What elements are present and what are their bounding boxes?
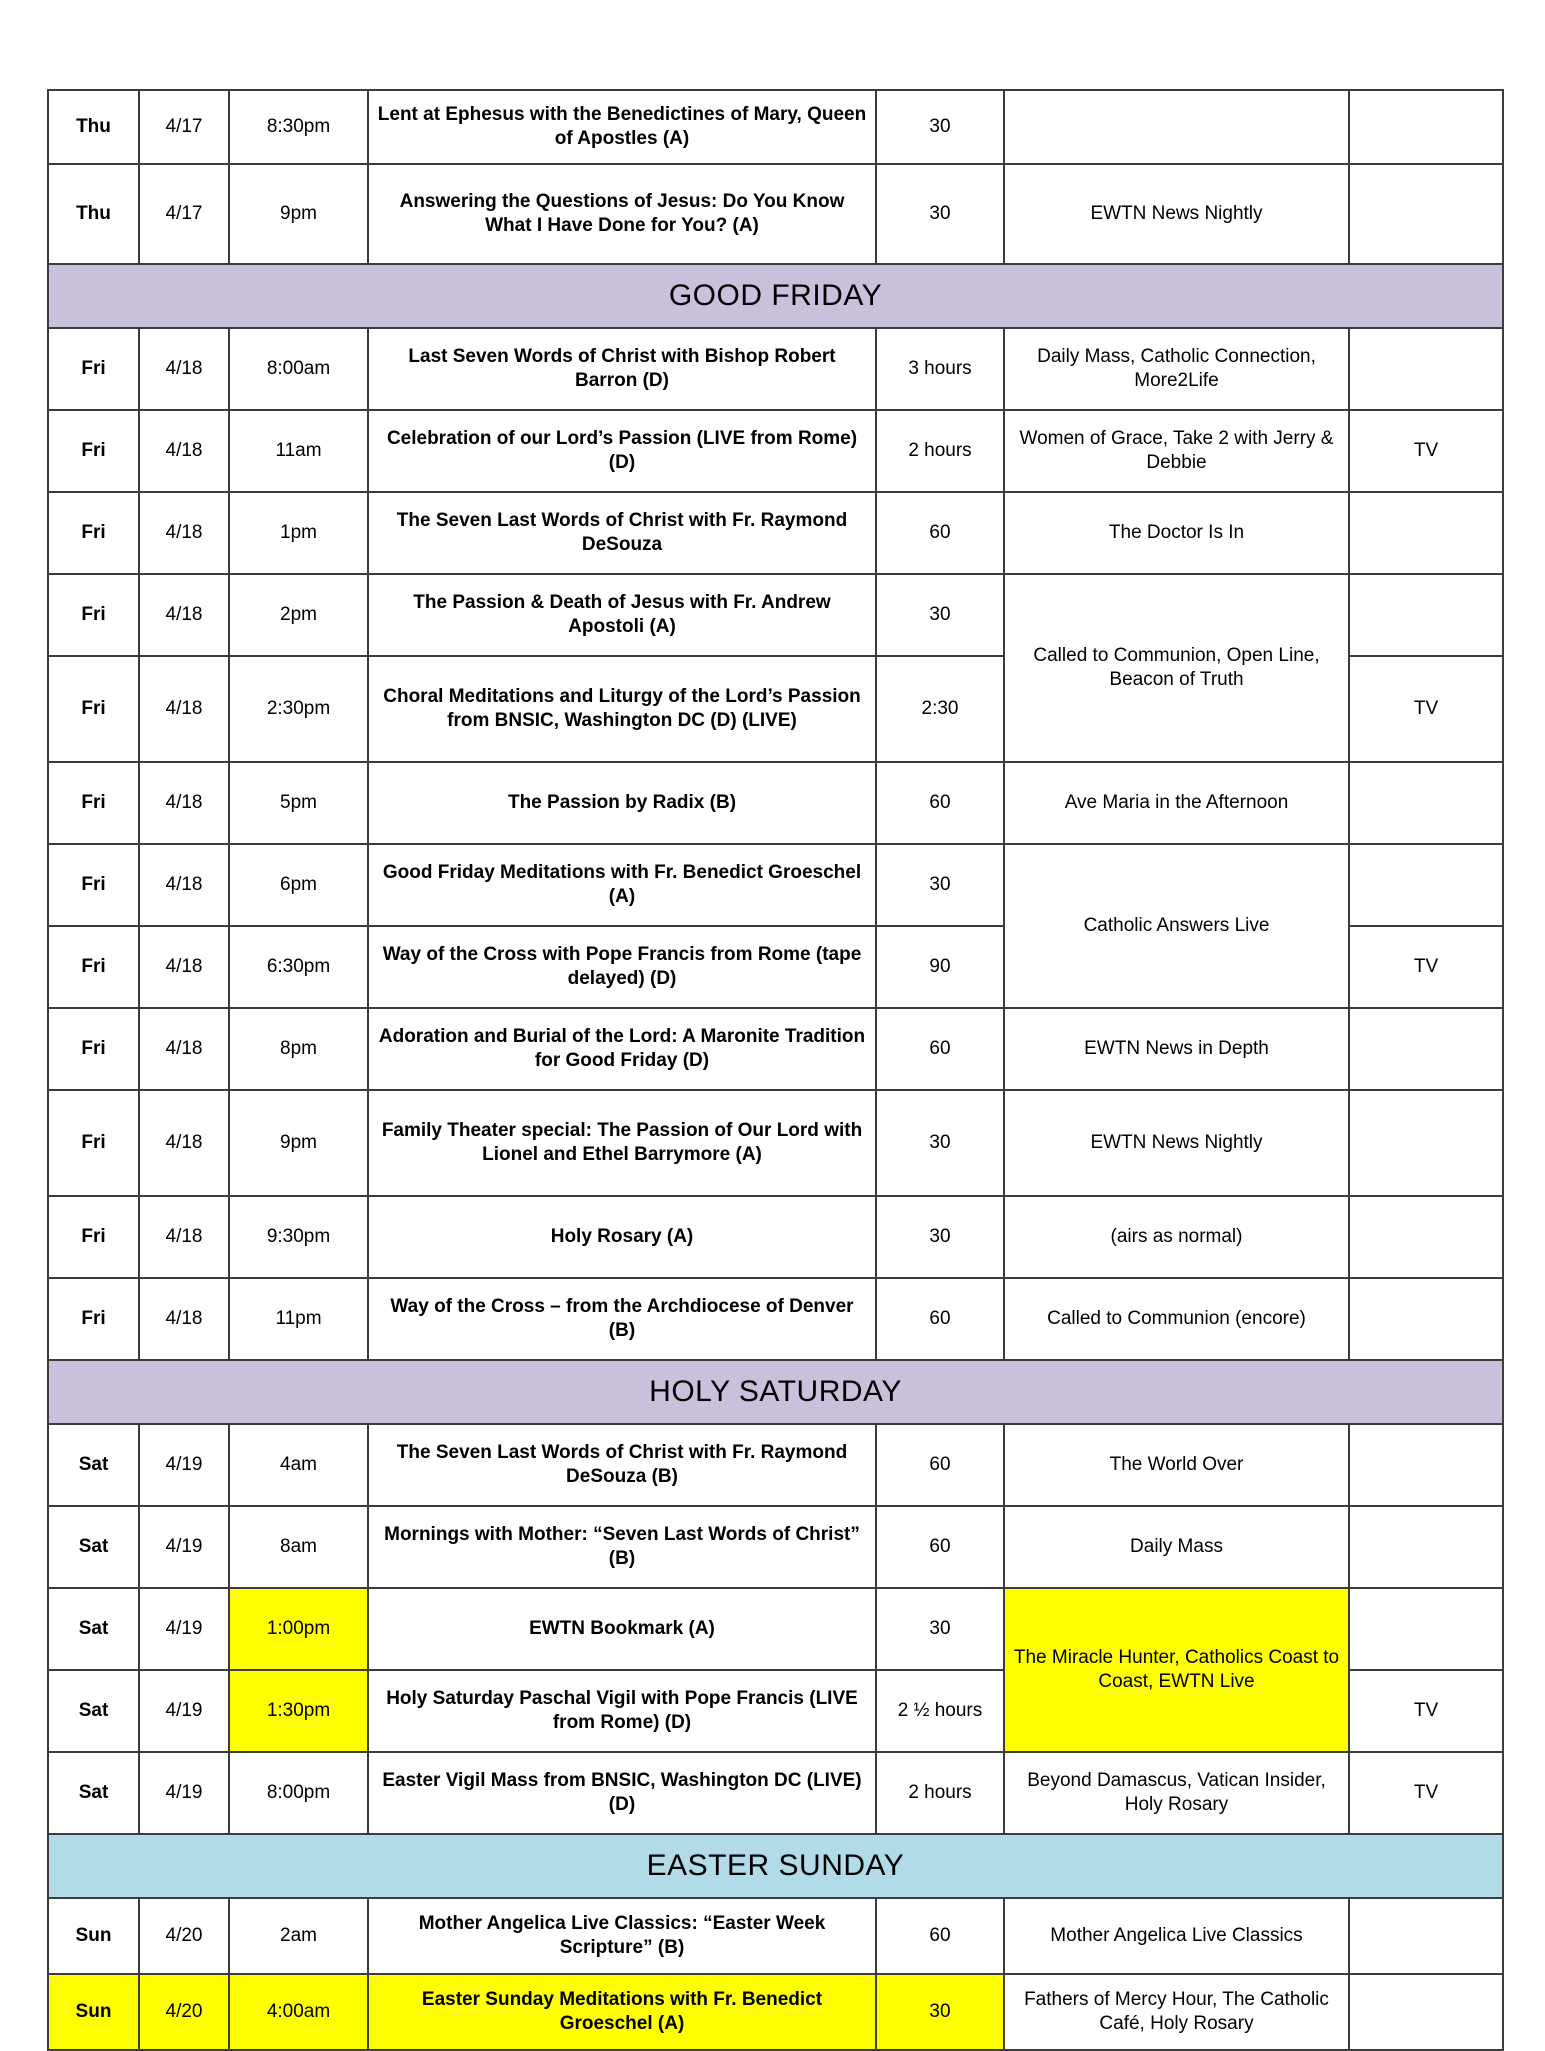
time-cell: 9pm xyxy=(229,164,368,264)
schedule-table xyxy=(47,89,1504,2051)
duration-cell: 90 xyxy=(876,926,1004,1008)
program-title-cell: Way of the Cross with Pope Francis from Rome (tape delayed) (D) xyxy=(368,926,876,1008)
time-cell: 2am xyxy=(229,1898,368,1974)
program-title-cell: Easter Vigil Mass from BNSIC, Washington DC (LIVE) (D) xyxy=(368,1752,876,1834)
day-cell: Fri xyxy=(48,328,139,410)
date-cell: 4/20 xyxy=(139,1898,229,1974)
replaces-cell: Beyond Damascus, Vatican Insider, Holy Rosary xyxy=(1004,1752,1349,1834)
table-row xyxy=(48,492,1503,574)
time-cell: 5pm xyxy=(229,762,368,844)
day-cell: Fri xyxy=(48,1278,139,1360)
tv-cell xyxy=(1349,1974,1503,2050)
time-cell: 6pm xyxy=(229,844,368,926)
program-title-cell: Mornings with Mother: “Seven Last Words of Christ” (B) xyxy=(368,1506,876,1588)
date-cell: 4/19 xyxy=(139,1752,229,1834)
tv-cell xyxy=(1349,762,1503,844)
date-cell: 4/17 xyxy=(139,90,229,164)
time-cell: 11am xyxy=(229,410,368,492)
day-cell: Sat xyxy=(48,1752,139,1834)
replaces-cell: Fathers of Mercy Hour, The Catholic Café, Holy Rosary xyxy=(1004,1974,1349,2050)
program-title-cell: Choral Meditations and Liturgy of the Lord’s Passion from BNSIC, Washington DC (D) (LIVE) xyxy=(368,656,876,762)
duration-cell: 3 hours xyxy=(876,328,1004,410)
section-row xyxy=(48,1834,1503,1898)
day-cell: Sun xyxy=(48,1974,139,2050)
tv-cell xyxy=(1349,1898,1503,1974)
time-cell: 8am xyxy=(229,1506,368,1588)
date-cell: 4/18 xyxy=(139,328,229,410)
program-title-cell: Celebration of our Lord’s Passion (LIVE from Rome) (D) xyxy=(368,410,876,492)
duration-cell: 60 xyxy=(876,1898,1004,1974)
replaces-cell: (airs as normal) xyxy=(1004,1196,1349,1278)
duration-cell: 2 hours xyxy=(876,1752,1004,1834)
program-title-cell: The Seven Last Words of Christ with Fr. Raymond DeSouza xyxy=(368,492,876,574)
date-cell: 4/18 xyxy=(139,926,229,1008)
duration-cell: 60 xyxy=(876,1424,1004,1506)
duration-cell: 60 xyxy=(876,762,1004,844)
time-cell: 8:30pm xyxy=(229,90,368,164)
replaces-cell: Called to Communion, Open Line, Beacon of Truth xyxy=(1004,574,1349,762)
replaces-cell: Ave Maria in the Afternoon xyxy=(1004,762,1349,844)
tv-cell: TV xyxy=(1349,1752,1503,1834)
duration-cell: 30 xyxy=(876,90,1004,164)
program-title-cell: Holy Rosary (A) xyxy=(368,1196,876,1278)
program-title-cell: Way of the Cross – from the Archdiocese of Denver (B) xyxy=(368,1278,876,1360)
day-cell: Fri xyxy=(48,1090,139,1196)
replaces-cell: The Miracle Hunter, Catholics Coast to Coast, EWTN Live xyxy=(1004,1588,1349,1752)
day-cell: Fri xyxy=(48,1196,139,1278)
section-header-cell: GOOD FRIDAY xyxy=(48,264,1503,328)
table-row xyxy=(48,1974,1503,2050)
table-row xyxy=(48,164,1503,264)
tv-cell: TV xyxy=(1349,926,1503,1008)
tv-cell xyxy=(1349,164,1503,264)
date-cell: 4/17 xyxy=(139,164,229,264)
date-cell: 4/20 xyxy=(139,1974,229,2050)
table-row xyxy=(48,90,1503,164)
tv-cell xyxy=(1349,1196,1503,1278)
program-title-cell: The Passion & Death of Jesus with Fr. Andrew Apostoli (A) xyxy=(368,574,876,656)
section-row xyxy=(48,264,1503,328)
duration-cell: 30 xyxy=(876,574,1004,656)
day-cell: Sat xyxy=(48,1424,139,1506)
tv-cell xyxy=(1349,574,1503,656)
day-cell: Sat xyxy=(48,1588,139,1670)
date-cell: 4/19 xyxy=(139,1670,229,1752)
date-cell: 4/18 xyxy=(139,1278,229,1360)
time-cell: 4:00am xyxy=(229,1974,368,2050)
tv-cell xyxy=(1349,1090,1503,1196)
day-cell: Sun xyxy=(48,1898,139,1974)
section-header-cell: HOLY SATURDAY xyxy=(48,1360,1503,1424)
duration-cell: 30 xyxy=(876,164,1004,264)
time-cell: 2:30pm xyxy=(229,656,368,762)
program-title-cell: The Passion by Radix (B) xyxy=(368,762,876,844)
date-cell: 4/19 xyxy=(139,1506,229,1588)
time-cell: 1:00pm xyxy=(229,1588,368,1670)
program-title-cell: Easter Sunday Meditations with Fr. Benedict Groeschel (A) xyxy=(368,1974,876,2050)
replaces-cell: EWTN News Nightly xyxy=(1004,164,1349,264)
program-title-cell: Mother Angelica Live Classics: “Easter Week Scripture” (B) xyxy=(368,1898,876,1974)
program-title-cell: Good Friday Meditations with Fr. Benedict Groeschel (A) xyxy=(368,844,876,926)
date-cell: 4/18 xyxy=(139,656,229,762)
time-cell: 9pm xyxy=(229,1090,368,1196)
program-title-cell: The Seven Last Words of Christ with Fr. Raymond DeSouza (B) xyxy=(368,1424,876,1506)
time-cell: 8:00pm xyxy=(229,1752,368,1834)
program-title-cell: Lent at Ephesus with the Benedictines of Mary, Queen of Apostles (A) xyxy=(368,90,876,164)
tv-cell xyxy=(1349,1506,1503,1588)
replaces-cell: The World Over xyxy=(1004,1424,1349,1506)
tv-cell xyxy=(1349,328,1503,410)
table-row xyxy=(48,1278,1503,1360)
date-cell: 4/18 xyxy=(139,1090,229,1196)
time-cell: 8:00am xyxy=(229,328,368,410)
tv-cell xyxy=(1349,1588,1503,1670)
date-cell: 4/19 xyxy=(139,1588,229,1670)
time-cell: 8pm xyxy=(229,1008,368,1090)
duration-cell: 30 xyxy=(876,1090,1004,1196)
time-cell: 1pm xyxy=(229,492,368,574)
duration-cell: 60 xyxy=(876,1008,1004,1090)
duration-cell: 30 xyxy=(876,1974,1004,2050)
table-row xyxy=(48,1196,1503,1278)
replaces-cell: EWTN News Nightly xyxy=(1004,1090,1349,1196)
duration-cell: 2 ½ hours xyxy=(876,1670,1004,1752)
time-cell: 6:30pm xyxy=(229,926,368,1008)
day-cell: Fri xyxy=(48,656,139,762)
section-header-cell: EASTER SUNDAY xyxy=(48,1834,1503,1898)
date-cell: 4/18 xyxy=(139,410,229,492)
table-row xyxy=(48,1424,1503,1506)
time-cell: 4am xyxy=(229,1424,368,1506)
replaces-cell: Women of Grace, Take 2 with Jerry & Debbie xyxy=(1004,410,1349,492)
day-cell: Fri xyxy=(48,410,139,492)
day-cell: Fri xyxy=(48,1008,139,1090)
day-cell: Fri xyxy=(48,574,139,656)
table-row xyxy=(48,574,1503,656)
duration-cell: 60 xyxy=(876,1506,1004,1588)
replaces-cell xyxy=(1004,90,1349,164)
tv-cell xyxy=(1349,844,1503,926)
replaces-cell: Called to Communion (encore) xyxy=(1004,1278,1349,1360)
replaces-cell: Daily Mass, Catholic Connection, More2Life xyxy=(1004,328,1349,410)
tv-cell xyxy=(1349,492,1503,574)
table-row xyxy=(48,762,1503,844)
time-cell: 9:30pm xyxy=(229,1196,368,1278)
duration-cell: 2 hours xyxy=(876,410,1004,492)
date-cell: 4/19 xyxy=(139,1424,229,1506)
day-cell: Thu xyxy=(48,90,139,164)
program-title-cell: EWTN Bookmark (A) xyxy=(368,1588,876,1670)
table-row xyxy=(48,844,1503,926)
replaces-cell: The Doctor Is In xyxy=(1004,492,1349,574)
time-cell: 2pm xyxy=(229,574,368,656)
date-cell: 4/18 xyxy=(139,492,229,574)
day-cell: Fri xyxy=(48,926,139,1008)
table-row xyxy=(48,1090,1503,1196)
section-row xyxy=(48,1360,1503,1424)
day-cell: Fri xyxy=(48,762,139,844)
program-title-cell: Family Theater special: The Passion of Our Lord with Lionel and Ethel Barrymore (A) xyxy=(368,1090,876,1196)
time-cell: 11pm xyxy=(229,1278,368,1360)
date-cell: 4/18 xyxy=(139,844,229,926)
tv-cell xyxy=(1349,1424,1503,1506)
tv-cell: TV xyxy=(1349,410,1503,492)
duration-cell: 30 xyxy=(876,844,1004,926)
date-cell: 4/18 xyxy=(139,762,229,844)
day-cell: Sat xyxy=(48,1506,139,1588)
replaces-cell: Daily Mass xyxy=(1004,1506,1349,1588)
tv-cell xyxy=(1349,1278,1503,1360)
table-row xyxy=(48,410,1503,492)
program-title-cell: Holy Saturday Paschal Vigil with Pope Francis (LIVE from Rome) (D) xyxy=(368,1670,876,1752)
table-row xyxy=(48,1752,1503,1834)
date-cell: 4/18 xyxy=(139,574,229,656)
day-cell: Fri xyxy=(48,844,139,926)
duration-cell: 30 xyxy=(876,1196,1004,1278)
duration-cell: 60 xyxy=(876,492,1004,574)
tv-cell: TV xyxy=(1349,1670,1503,1752)
program-title-cell: Last Seven Words of Christ with Bishop Robert Barron (D) xyxy=(368,328,876,410)
duration-cell: 30 xyxy=(876,1588,1004,1670)
tv-cell: TV xyxy=(1349,656,1503,762)
tv-cell xyxy=(1349,1008,1503,1090)
duration-cell: 2:30 xyxy=(876,656,1004,762)
duration-cell: 60 xyxy=(876,1278,1004,1360)
date-cell: 4/18 xyxy=(139,1008,229,1090)
program-title-cell: Adoration and Burial of the Lord: A Maronite Tradition for Good Friday (D) xyxy=(368,1008,876,1090)
date-cell: 4/18 xyxy=(139,1196,229,1278)
day-cell: Thu xyxy=(48,164,139,264)
table-row xyxy=(48,1506,1503,1588)
table-row xyxy=(48,1898,1503,1974)
time-cell: 1:30pm xyxy=(229,1670,368,1752)
replaces-cell: Catholic Answers Live xyxy=(1004,844,1349,1008)
day-cell: Sat xyxy=(48,1670,139,1752)
table-row xyxy=(48,1588,1503,1670)
replaces-cell: EWTN News in Depth xyxy=(1004,1008,1349,1090)
tv-cell xyxy=(1349,90,1503,164)
table-row xyxy=(48,328,1503,410)
program-title-cell: Answering the Questions of Jesus: Do You Know What I Have Done for You? (A) xyxy=(368,164,876,264)
table-row xyxy=(48,1008,1503,1090)
day-cell: Fri xyxy=(48,492,139,574)
replaces-cell: Mother Angelica Live Classics xyxy=(1004,1898,1349,1974)
